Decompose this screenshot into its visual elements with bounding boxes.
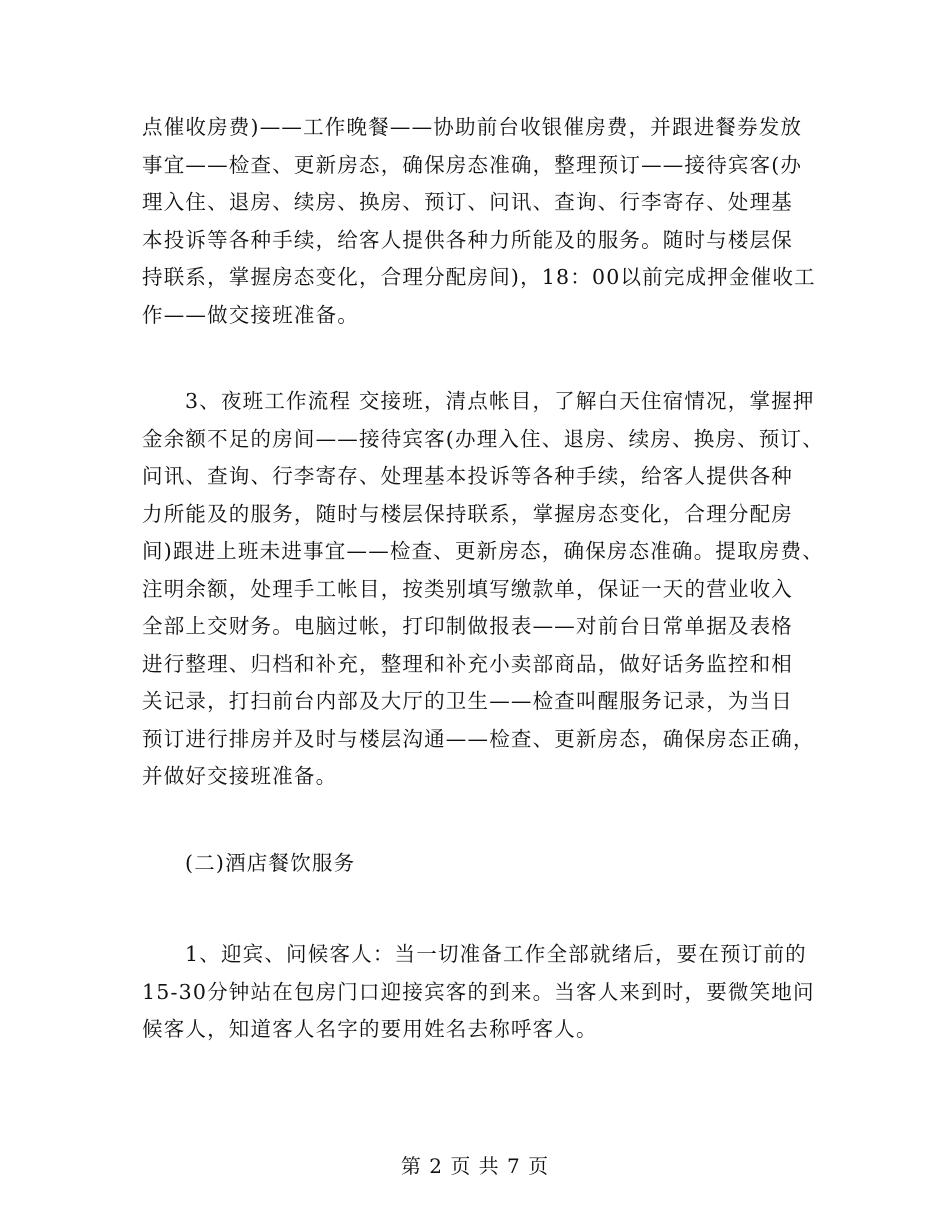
paragraph-reception-afternoon — [142, 109, 822, 334]
paragraph-greeting-guests — [142, 936, 822, 1049]
paragraph-night-shift — [142, 383, 822, 796]
text-line: 关记录，打扫前台内部及大厅的卫生——检查叫醒服务记录，为当日 — [142, 689, 793, 713]
text-line: 候客人，知道客人名字的要用姓名去称呼客人。 — [142, 1017, 598, 1041]
text-line: 15-30分钟站在包房门口迎接宾客的到来。当客人来到时，要微笑地问 — [142, 979, 815, 1004]
text-line: 1、迎宾、问候客人：当一切准备工作全部就绪后，要在预订前的 — [185, 942, 807, 966]
text-line: 作——做交接班准备。 — [142, 302, 359, 327]
text-line: 并做好交接班准备。 — [142, 764, 338, 788]
text-line: 理入住、退房、续房、换房、预订、问讯、查询、行李寄存、处理基 — [142, 190, 793, 214]
text-line: 间)跟进上班未进事宜——检查、更新房态，确保房态准确。提取房费、 — [142, 539, 824, 563]
text-line: 力所能及的服务，随时与楼层保持联系，掌握房态变化，合理分配房 — [142, 501, 793, 526]
text-line: 进行整理、归档和补充，整理和补充小卖部商品，做好话务监控和相 — [142, 651, 793, 676]
text-line: 金余额不足的房间——接待宾客(办理入住、退房、续房、换房、预订、 — [142, 426, 824, 451]
text-line: 点催收房费)——工作晚餐——协助前台收银催房费，并跟进餐券发放 — [142, 115, 803, 139]
section-heading: (二)酒店餐饮服务 — [185, 851, 356, 875]
text-line: 事宜——检查、更新房态，确保房态准确，整理预订——接待宾客(办 — [142, 152, 803, 177]
section-heading-catering — [142, 845, 822, 883]
text-line: 注明余额，处理手工帐目，按类别填写缴款单，保证一天的营业收入 — [142, 576, 793, 601]
text-line: 问讯、查询、行李寄存、处理基本投诉等各种手续，给客人提供各种 — [142, 464, 793, 488]
text-line: 3、夜班工作流程 交接班，清点帐目，了解白天住宿情况，掌握押 — [185, 389, 815, 413]
text-line: 预订进行排房并及时与楼层沟通——检查、更新房态，确保房态正确， — [142, 726, 815, 751]
text-line: 持联系，掌握房态变化，合理分配房间)，18：00以前完成押金催收工 — [142, 265, 816, 289]
text-line: 全部上交财务。电脑过帐，打印制做报表——对前台日常单据及表格 — [142, 614, 793, 638]
text-line: 本投诉等各种手续，给客人提供各种力所能及的服务。随时与楼层保 — [142, 227, 793, 252]
page-number-footer: 第 2 页 共 7 页 — [400, 1154, 550, 1178]
